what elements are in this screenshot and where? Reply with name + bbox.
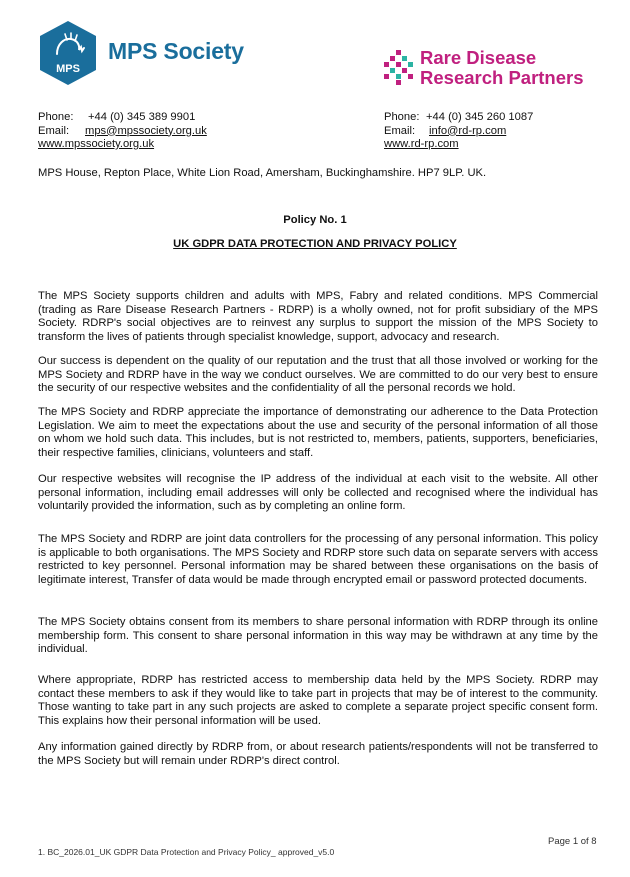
- website-link[interactable]: www.mpssociety.org.uk: [38, 138, 155, 150]
- rdrp-logo: [384, 48, 604, 92]
- website-link[interactable]: www.rd-rp.com: [384, 138, 459, 150]
- contact-right: [384, 111, 533, 152]
- email-link[interactable]: info@rd-rp.com: [429, 124, 507, 137]
- contact-right-website-row: [384, 138, 533, 152]
- page-number: Page 1 of 8: [548, 836, 597, 847]
- document-reference: 1. BC_2026.01_UK GDPR Data Protection and Privacy Policy_ approved_v5.0: [38, 847, 335, 857]
- body-paragraph: Our respective websites will recognise the IP address of the individual at each visit to the website. All other personal information, including email addresses will only be collected and recognised where the individual has voluntarily provided the information, such as by completing an online form.: [38, 473, 598, 513]
- mps-society-logo: [38, 20, 258, 86]
- email-label: Email:: [38, 124, 70, 137]
- policy-title: UK GDPR DATA PROTECTION AND PRIVACY POLICY: [173, 238, 457, 250]
- policy-number: Policy No. 1: [283, 214, 347, 226]
- rdrp-name-line1: Rare Disease: [420, 47, 537, 68]
- contact-left: [38, 111, 207, 152]
- phone-label: Phone:: [384, 111, 420, 123]
- phone-value: +44 (0) 345 260 1087: [426, 111, 534, 123]
- contact-left-email-row: [38, 125, 207, 139]
- mps-hexagon-icon: [38, 20, 98, 86]
- contact-right-email-row: [384, 125, 533, 139]
- email-link[interactable]: mps@mpssociety.org.uk: [85, 124, 207, 137]
- postal-address: MPS House, Repton Place, White Lion Road, Amersham, Buckinghamshire. HP7 9LP. UK.: [38, 167, 487, 179]
- phone-value: +44 (0) 345 389 9901: [88, 111, 196, 123]
- body-paragraph: The MPS Society and RDRP are joint data controllers for the processing of any personal information. This policy is applicable to both organisations. The MPS Society and RDRP store such data on separate servers with access restricted to key personnel. Personal information may be shared between these organisations on the basis of legitimate interest, Transfer of data would be made through encrypted email or password protected documents.: [38, 533, 598, 586]
- body-paragraph: Our success is dependent on the quality of our reputation and the trust that all those involved or working for the MPS Society and RDRP have in the way we conduct ourselves. We are committed to do our very best to ensure the security of our respective websites and the confidentiality of all the personal records we hold.: [38, 355, 598, 395]
- body-paragraph: The MPS Society and RDRP appreciate the importance of demonstrating our adherence to the Data Protection Legislation. We aim to meet the expectations about the use and security of the personal information of all those on whom we hold such data. This includes, but is not restricted to, members, patients, supporters, beneficiaries, their respective families, clinicians, volunteers and staff.: [38, 406, 598, 459]
- rdrp-name: [420, 48, 584, 88]
- phone-label: Phone:: [38, 111, 74, 123]
- contact-left-website-row: [38, 138, 207, 152]
- body-paragraph: The MPS Society obtains consent from its members to share personal information with RDRP through its online membership form. This consent to share personal information in this way may be withdrawn at any time by the individual.: [38, 616, 598, 656]
- mps-society-name: MPS Society: [108, 38, 244, 64]
- body-paragraph: Where appropriate, RDRP has restricted access to membership data held by the MPS Society. RDRP may contact these members to ask if they would like to take part in projects that may be of interest to the community. Those wanting to take part in any such projects are asked to complete a separate project specific consent form. This explains how their personal information will be used.: [38, 674, 598, 727]
- contact-right-phone-row: [384, 111, 533, 125]
- body-paragraph: The MPS Society supports children and adults with MPS, Fabry and related conditions. MPS Commercial (trading as Rare Disease Research Partners - RDRP) is a wholly owned, not for profit subsidiary of the MPS Society. RDRP's social objectives are to reinvest any surplus to support the mission of the MPS Society to transform the lives of patients through specialist knowledge, support, advocacy and research.: [38, 290, 598, 343]
- rdrp-name-line2: Research Partners: [420, 67, 584, 88]
- mps-badge-text: MPS: [56, 63, 80, 75]
- body-paragraph: Any information gained directly by RDRP from, or about research patients/respondents will not be transferred to the MPS Society but will remain under RDRP's direct control.: [38, 741, 598, 767]
- email-label: Email:: [384, 124, 416, 137]
- contact-left-phone-row: [38, 111, 207, 125]
- rdrp-pixel-icon: [384, 50, 414, 86]
